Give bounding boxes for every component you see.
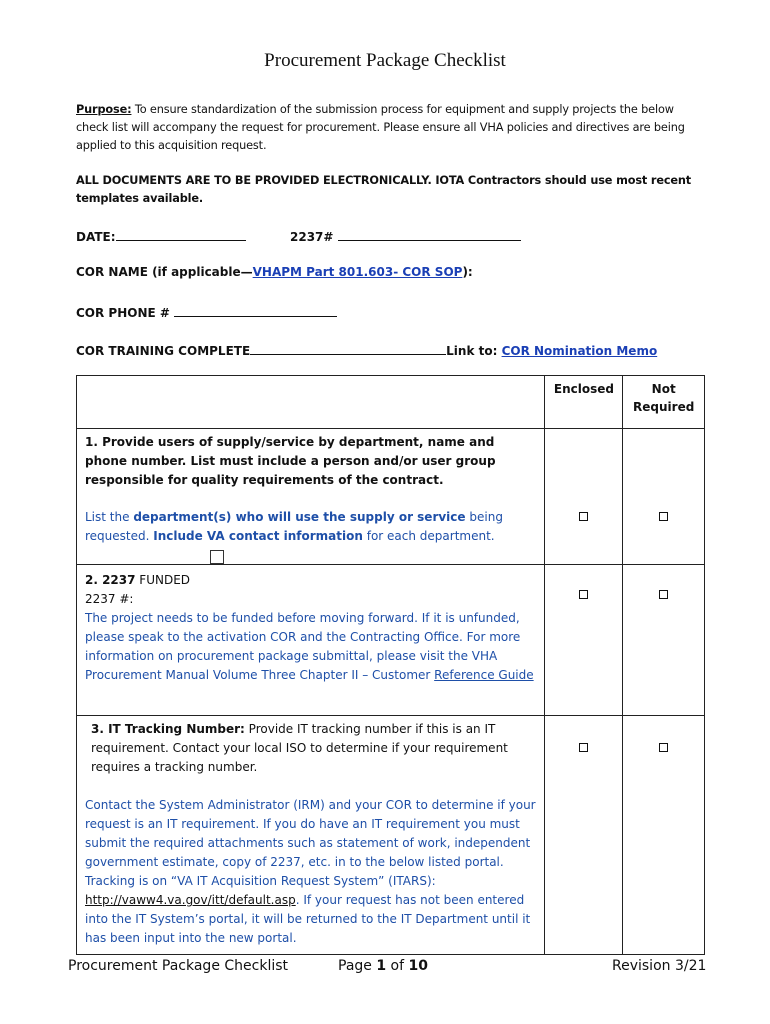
cor-training-field	[76, 341, 657, 358]
date-field	[76, 227, 246, 244]
item2-enclosed-checkbox[interactable]	[579, 590, 588, 599]
cor-training-label: COR TRAINING COMPLETE	[76, 344, 251, 358]
table-row	[77, 565, 705, 716]
footer-page-number	[338, 958, 428, 974]
item2-body-text: The project needs to be funded before moving forward. If it is unfunded, please speak to the activation COR and the Contracting Office. For more information on procurement package submittal, please visit the VHA Procurement Manual Volume Three Chapter II – Customer	[85, 611, 521, 682]
purpose-text: To ensure standardization of the submission process for equipment and supply projects the below check list will accompany the request for procurement. Please ensure all VHA policies and directives are being applied to this acquisition request.	[76, 103, 685, 152]
date-label: DATE:	[76, 230, 116, 244]
funded-checkbox[interactable]	[210, 550, 224, 564]
2237-label: 2237#	[290, 230, 334, 244]
item3-body2: . If your request has not been entered into the IT System’s portal, it will be returned to the IT Department until it has been input into the new portal.	[85, 893, 531, 945]
item3-cell	[77, 716, 545, 955]
item1-not-required-checkbox[interactable]	[659, 512, 668, 521]
item3-text: Provide IT tracking number if this is an IT requirement. Contact your local ISO to determine if your requirement requires a tracking number.	[91, 722, 508, 774]
item1-enclosed-checkbox[interactable]	[579, 512, 588, 521]
item3-heading	[85, 720, 538, 777]
item2-notreq-cell	[623, 565, 705, 716]
item3-body1: Contact the System Administrator (IRM) and your COR to determine if your request is an IT requirement. If you do have an IT requirement you must submit the required attachments such as statement of work, independent government estimate, copy of 2237, etc. in to the below listed portal. Tracking is on “VA IT Acquisition Request System” (ITARS):	[85, 798, 536, 888]
item3-enclosed-checkbox[interactable]	[579, 743, 588, 752]
cor-phone-blank[interactable]	[174, 303, 337, 317]
item1-b3: being requested.	[85, 510, 503, 543]
item3-body	[85, 796, 538, 948]
date-blank[interactable]	[116, 227, 246, 241]
item1-cell	[77, 429, 545, 565]
link-to-label: Link to:	[446, 344, 502, 358]
cor-name-end: ):	[462, 265, 473, 279]
item3-notreq-cell	[623, 716, 705, 955]
purpose-paragraph	[76, 101, 696, 155]
footer-revision: Revision 3/21	[612, 958, 707, 974]
footer-page-of: of	[386, 958, 409, 974]
header-required: Required	[633, 400, 695, 414]
item1-b1: List the	[85, 510, 134, 524]
item3-label: 3. IT Tracking Number:	[91, 722, 245, 736]
item3-not-required-checkbox[interactable]	[659, 743, 668, 752]
page-title: Procurement Package Checklist	[264, 50, 506, 71]
item1-b2: department(s) who will use the supply or service	[133, 510, 466, 524]
item1-enclosed-cell	[545, 429, 623, 565]
header-not: Not	[651, 382, 676, 396]
footer-title: Procurement Package Checklist	[68, 958, 289, 974]
footer-page-total: 10	[408, 958, 428, 974]
item1-b4: Include VA contact information	[153, 529, 363, 543]
purpose-label: Purpose:	[76, 103, 132, 116]
item2-sub: 2237 #:	[85, 592, 134, 606]
item2-enclosed-cell	[545, 565, 623, 716]
item2-cell	[77, 565, 545, 716]
reference-guide-link[interactable]: Reference Guide	[434, 668, 534, 682]
item3-enclosed-cell	[545, 716, 623, 955]
header-not-required	[623, 376, 705, 429]
cor-sop-link[interactable]: VHAPM Part 801.603- COR SOP	[252, 265, 463, 279]
item2-num: 2. 2237	[85, 573, 136, 587]
cor-training-blank[interactable]	[250, 341, 446, 355]
header-blank	[77, 376, 545, 429]
item1-notreq-cell	[623, 429, 705, 565]
2237-blank[interactable]	[338, 227, 521, 241]
cor-phone-label: COR PHONE #	[76, 306, 170, 320]
footer-page-current: 1	[376, 958, 387, 974]
checklist-table	[76, 375, 705, 955]
item1-b5: for each department.	[362, 529, 495, 543]
cor-memo-link[interactable]: COR Nomination Memo	[501, 344, 658, 358]
itars-link[interactable]: http://vaww4.va.gov/itt/default.asp	[85, 893, 296, 907]
table-row	[77, 429, 705, 565]
footer-page-prefix: Page	[338, 958, 377, 974]
table-header-row	[77, 376, 705, 429]
header-enclosed: Enclosed	[545, 376, 623, 429]
electronic-notice: ALL DOCUMENTS ARE TO BE PROVIDED ELECTRONICALLY. IOTA Contractors should use most recent templates available.	[76, 174, 692, 205]
item2-heading	[85, 571, 538, 590]
cor-phone-field	[76, 303, 337, 320]
item2-not-required-checkbox[interactable]	[659, 590, 668, 599]
item1-body	[85, 508, 538, 546]
2237-field	[290, 227, 521, 244]
item1-heading: 1. Provide users of supply/service by department, name and phone number. List must include a person and/or user group responsible for quality requirements of the contract.	[85, 435, 496, 487]
item2-body	[85, 609, 538, 685]
cor-name-field	[76, 265, 473, 279]
cor-name-label: COR NAME (if applicable—	[76, 265, 253, 279]
item2-funded: FUNDED	[135, 573, 191, 587]
table-row	[77, 716, 705, 955]
